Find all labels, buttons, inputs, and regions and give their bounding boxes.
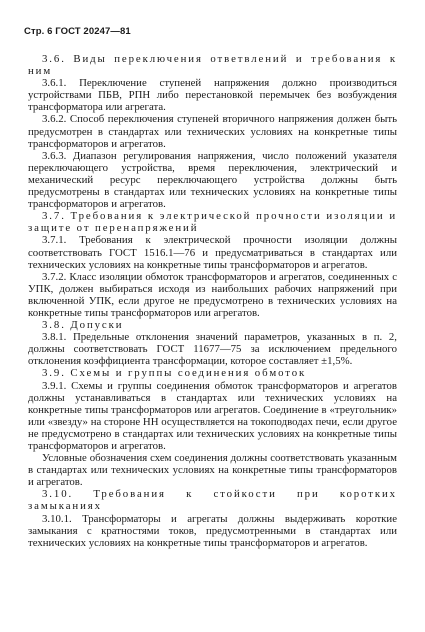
section-heading-3-8: 3.8. Допуски: [42, 319, 124, 332]
document-body: [28, 53, 397, 549]
section-heading-3-9: 3.9. Схемы и группы соединения обмоток: [42, 367, 307, 380]
section-heading-3-7: 3.7. Требования к электрической прочности изоляции и защите от перенапряжений: [28, 210, 397, 235]
paragraph-3-6-1: 3.6.1. Переключение ступеней напряжения должно производиться устройствами ПБВ, РПН либо перестановкой перемычек без возбуждения трансформатора или агрегата.: [28, 77, 397, 114]
paragraph-3-8-1: 3.8.1. Предельные отклонения значений параметров, указанных в п. 2, должны соответствовать ГОСТ 11677—75 за исключением предельного отклонения коэффициента трансформации, которое составляет ±1,5%.: [28, 331, 397, 368]
paragraph-3-9-1: 3.9.1. Схемы и группы соединения обмоток трансформаторов и агрегатов должны устанавливаться в стандартах или технических условиях на конкретные типы трансформаторов или агрегатов. Соединение в «треугольник» или «звезду» на стороне НН осуществляется на токоподводах печи, если другое не предусмотрено в стандартах или технических условиях на конкретные типы трансформаторов и агрегатов.: [28, 379, 397, 452]
section-heading-3-10: 3.10. Требования к стойкости при коротких замыканиях: [28, 488, 397, 513]
paragraph-3-7-2: 3.7.2. Класс изоляции обмоток трансформаторов и агрегатов, соединенных с УПК, должен выбираться исходя из наибольших рабочих напряжений при включенной УПК, если другое не предусмотрено в технических условиях на конкретные типы трансформаторов или агрегатов.: [28, 270, 397, 319]
paragraph-3-6-3: 3.6.3. Диапазон регулирования напряжения, число положений указателя переключающего устройства, время переключения, электрический и механический ресурс переключающего устройства должны быть предусмотрены в стандартах или технических условиях на конкретные типы трансформаторов и агрегатов.: [28, 149, 397, 211]
paragraph-3-9-1-notation: Условные обозначения схем соединения должны соответствовать указанным в стандартах или технических условиях на конкретные типы трансформаторов и агрегатов.: [28, 452, 397, 489]
paragraph-3-6-2: 3.6.2. Способ переключения ступеней вторичного напряжения должен быть предусмотрен в стандартах или технических условиях на конкретные типы трансформаторов и агрегатов.: [28, 113, 397, 150]
paragraph-3-10-1: 3.10.1. Трансформаторы и агрегаты должны выдерживать короткие замыкания с кратностями токов, предусмотренными в стандартах или технических условиях на конкретные типы трансформаторов и агрегатов.: [28, 512, 397, 549]
page-header: Стр. 6 ГОСТ 20247—81: [24, 26, 131, 37]
paragraph-3-7-1: 3.7.1. Требования к электрической прочности изоляции должны соответствовать ГОСТ 1516.1—76 и предусматриваться в стандартах или технических условиях на конкретные типы трансформаторов и агрегатов.: [28, 234, 397, 271]
section-heading-3-6: 3.6. Виды переключения ответвлений и требования к ним: [28, 53, 397, 78]
